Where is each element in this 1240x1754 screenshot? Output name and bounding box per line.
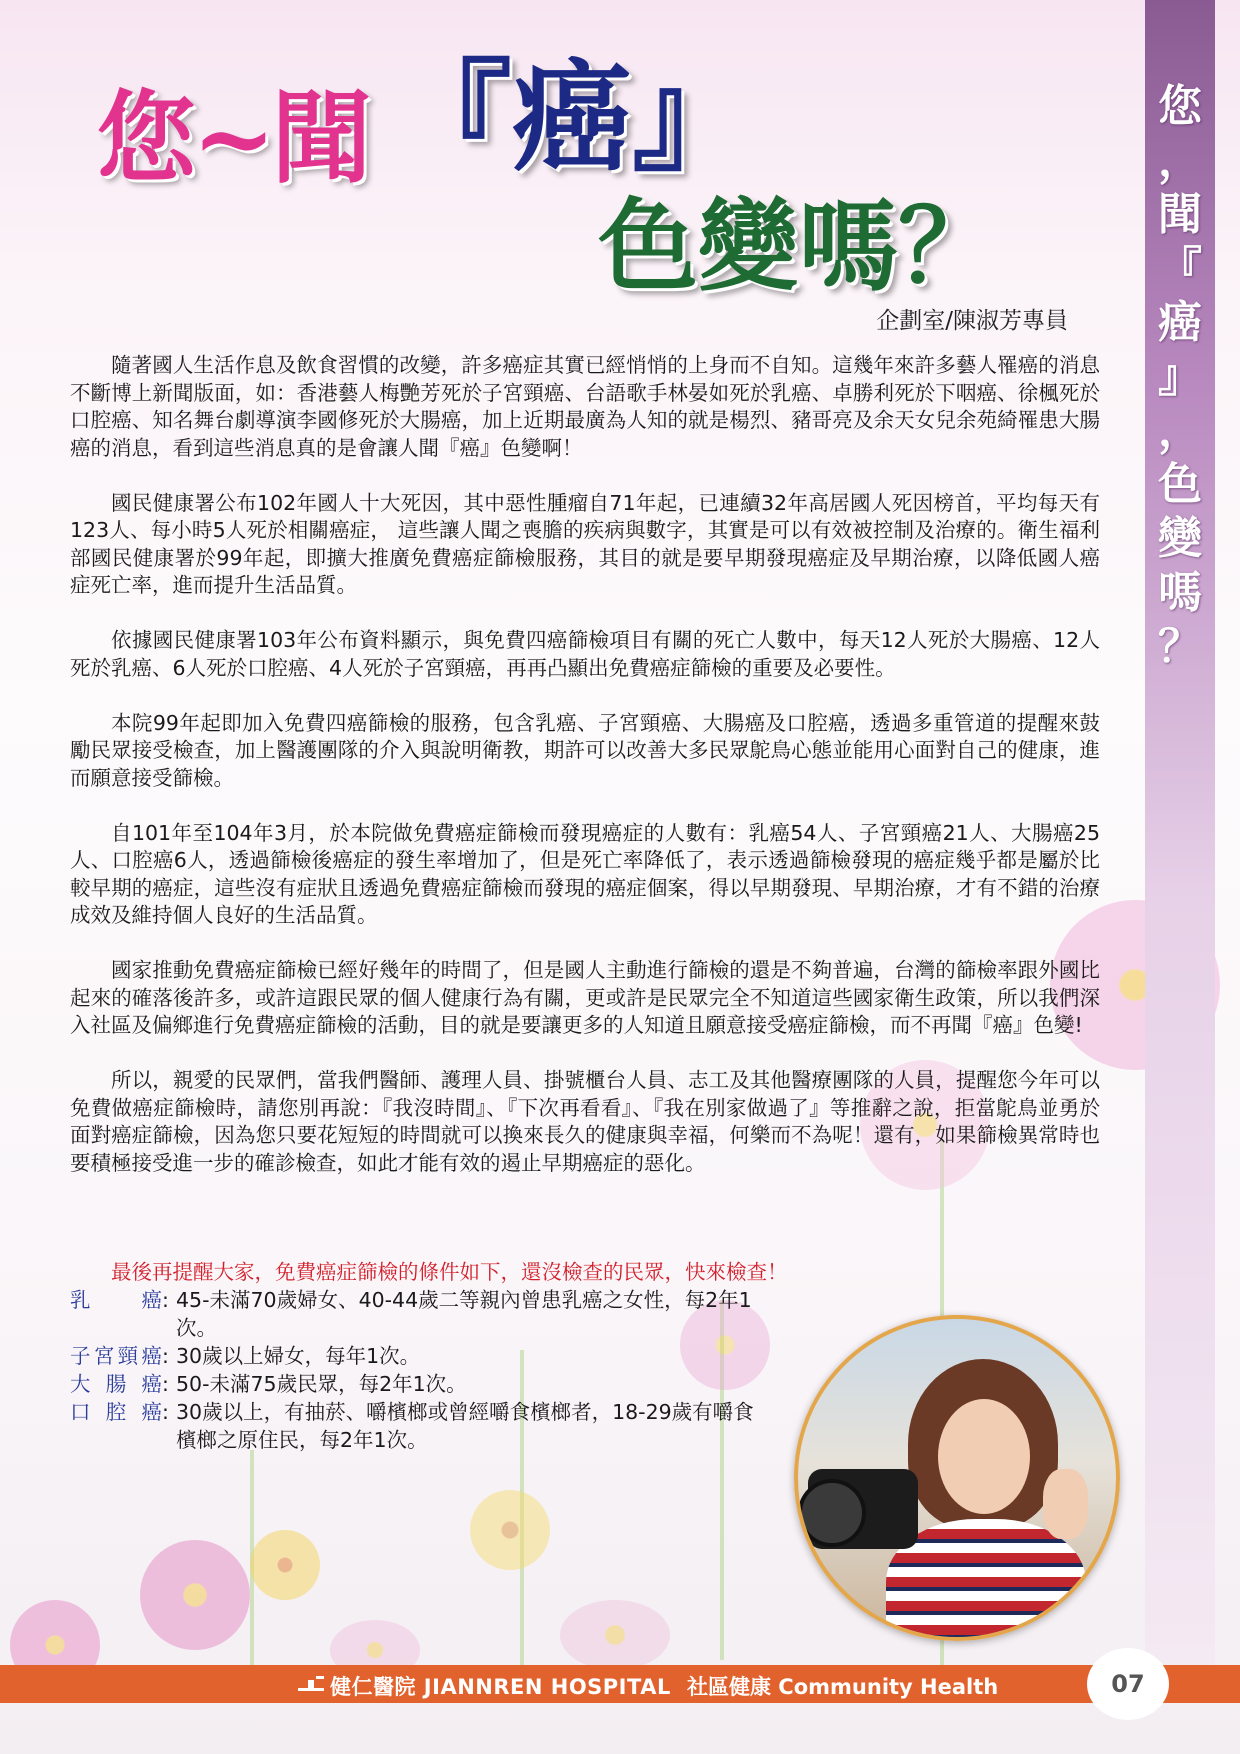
- side-banner-char: 『: [1158, 243, 1202, 294]
- condition-row: 口腔癌 : 30歲以上，有抽菸、嚼檳榔或曾經嚼食檳榔者，18-29歲有嚼食檳榔之原住民，每2年1次。: [70, 1398, 790, 1454]
- side-banner-char: 聞: [1158, 189, 1202, 240]
- screening-conditions: [70, 1286, 790, 1454]
- title-part-1: 您~聞: [96, 79, 368, 197]
- paragraph: 依據國民健康署103年公布資料顯示，與免費四癌篩檢項目有關的死亡人數中，每天12人死於大腸癌、12人死於乳癌、6人死於口腔癌、4人死於子宮頸癌，再再凸顯出免費癌症篩檢的重要及必要性。: [70, 628, 1100, 680]
- condition-label: 口腔癌: [70, 1400, 162, 1424]
- side-banner-char: ？: [1158, 621, 1202, 672]
- condition-text: 50-未滿75歲民眾，每2年1次。: [176, 1372, 467, 1396]
- paragraph: 所以，親愛的民眾們，當我們醫師、護理人員、掛號櫃台人員、志工及其他醫療團隊的人員，提醒您今年可以免費做癌症篩檢時，請您別再說：『我沒時間』、『下次再看看』、『我在別家做過了』等推辭之說，拒當鴕鳥並勇於面對癌症篩檢，因為您只要花短短的時間就可以換來長久的健康與幸福，何樂而不為呢！還有，如果篩檢異常時也要積極接受進一步的確診檢查，如此才能有效的遏止早期癌症的惡化。: [70, 1068, 1100, 1175]
- side-banner-char: 您: [1158, 81, 1202, 132]
- condition-row: 子宮頸癌 : 30歲以上婦女，每年1次。: [70, 1342, 790, 1370]
- side-banner-char: 癌: [1158, 297, 1202, 348]
- paragraph: 自101年至104年3月，於本院做免費癌症篩檢而發現癌症的人數有：乳癌54人、子宮頸癌21人、大腸癌25人、口腔癌6人，透過篩檢後癌症的發生率增加了，但是死亡率降低了，表示透過篩檢發現的癌症幾乎都是屬於比較早期的癌症，這些沒有症狀且透過免費癌症篩檢而發現的癌症個案，得以早期發現、早期治療，才有不錯的治療成效及維持個人良好的生活品質。: [70, 820, 1100, 927]
- reminder-heading: 最後再提醒大家，免費癌症篩檢的條件如下，還沒檢查的民眾，快來檢查！: [111, 1260, 788, 1284]
- side-banner-char: 嗎: [1158, 567, 1202, 618]
- hospital-logo-icon: [296, 1674, 326, 1692]
- side-banner-text: [1145, 80, 1215, 674]
- paragraph: 國民健康署公布102年國人十大死因，其中惡性腫瘤自71年起，已連續32年高居國人死因榜首，平均每天有123人、每小時5人死於相關癌症， 這些讓人聞之喪膽的疾病與數字，其實是可以有效被控制及治療的。衛生福利部國民健康署於99年起，即擴大推廣免費癌症篩檢服務，其目的就是要早期發現癌症及早期治療，以降低國人癌症死亡率，進而提升生活品質。: [70, 490, 1100, 597]
- condition-label: 子宮頸癌: [70, 1344, 162, 1368]
- side-banner-char: ，: [1158, 135, 1202, 186]
- condition-label: 乳癌: [70, 1288, 162, 1312]
- condition-text: 45-未滿70歲婦女、40-44歲二等親內曾患乳癌之女性，每2年1次。: [176, 1288, 752, 1340]
- side-banner-char: 』: [1158, 351, 1202, 402]
- page-number: 07: [1087, 1648, 1169, 1720]
- author-photo: [794, 1315, 1120, 1641]
- author-byline: 企劃室/陳淑芳專員: [876, 308, 1068, 334]
- paragraph: 本院99年起即加入免費四癌篩檢的服務，包含乳癌、子宮頸癌、大腸癌及口腔癌，透過多重管道的提醒來鼓勵民眾接受檢查，加上醫護團隊的介入與說明衛教，期許可以改善大多民眾鴕鳥心態並能用心面對自己的健康，進而願意接受篩檢。: [70, 710, 1100, 790]
- condition-text: 30歲以上婦女，每年1次。: [176, 1344, 421, 1368]
- side-banner-char: 色: [1158, 459, 1202, 510]
- condition-label: 大腸癌: [70, 1372, 162, 1396]
- footer-bar: [0, 1665, 1240, 1703]
- article-body: [70, 352, 1100, 1205]
- condition-row: 乳癌 : 45-未滿70歲婦女、40-44歲二等親內曾患乳癌之女性，每2年1次。: [70, 1286, 790, 1342]
- condition-row: 大腸癌 : 50-未滿75歲民眾，每2年1次。: [70, 1370, 790, 1398]
- side-banner-char: 變: [1158, 513, 1202, 564]
- title-part-3: 色變嗎？: [598, 187, 998, 305]
- title-part-2: 『癌』: [392, 47, 752, 188]
- side-banner-char: ，: [1158, 405, 1202, 456]
- paragraph: 隨著國人生活作息及飲食習慣的改變，許多癌症其實已經悄悄的上身而不自知。這幾年來許多藝人罹癌的消息不斷博上新聞版面，如：香港藝人梅艷芳死於子宮頸癌、台語歌手林晏如死於乳癌、卓勝利死於下咽癌、徐楓死於口腔癌、知名舞台劇導演李國修死於大腸癌，加上近期最廣為人知的就是楊烈、豬哥亮及余天女兒余苑綺罹患大腸癌的消息，看到這些消息真的是會讓人聞『癌』色變啊！: [70, 353, 1100, 460]
- paragraph: 國家推動免費癌症篩檢已經好幾年的時間了，但是國人主動進行篩檢的還是不夠普遍，台灣的篩檢率跟外國比起來的確落後許多，或許這跟民眾的個人健康行為有關，更或許是民眾完全不知道這些國家衛生政策，所以我們深入社區及偏鄉進行免費癌症篩檢的活動，目的就是要讓更多的人知道且願意接受癌症篩檢，而不再聞『癌』色變!: [70, 958, 1100, 1037]
- footer-hospital-name: 健仁醫院 JIANNREN HOSPITAL: [330, 1675, 671, 1699]
- condition-text: 30歲以上，有抽菸、嚼檳榔或曾經嚼食檳榔者，18-29歲有嚼食檳榔之原住民，每2年1次。: [176, 1400, 754, 1452]
- footer-section-name: 社區健康 Community Health: [687, 1675, 999, 1699]
